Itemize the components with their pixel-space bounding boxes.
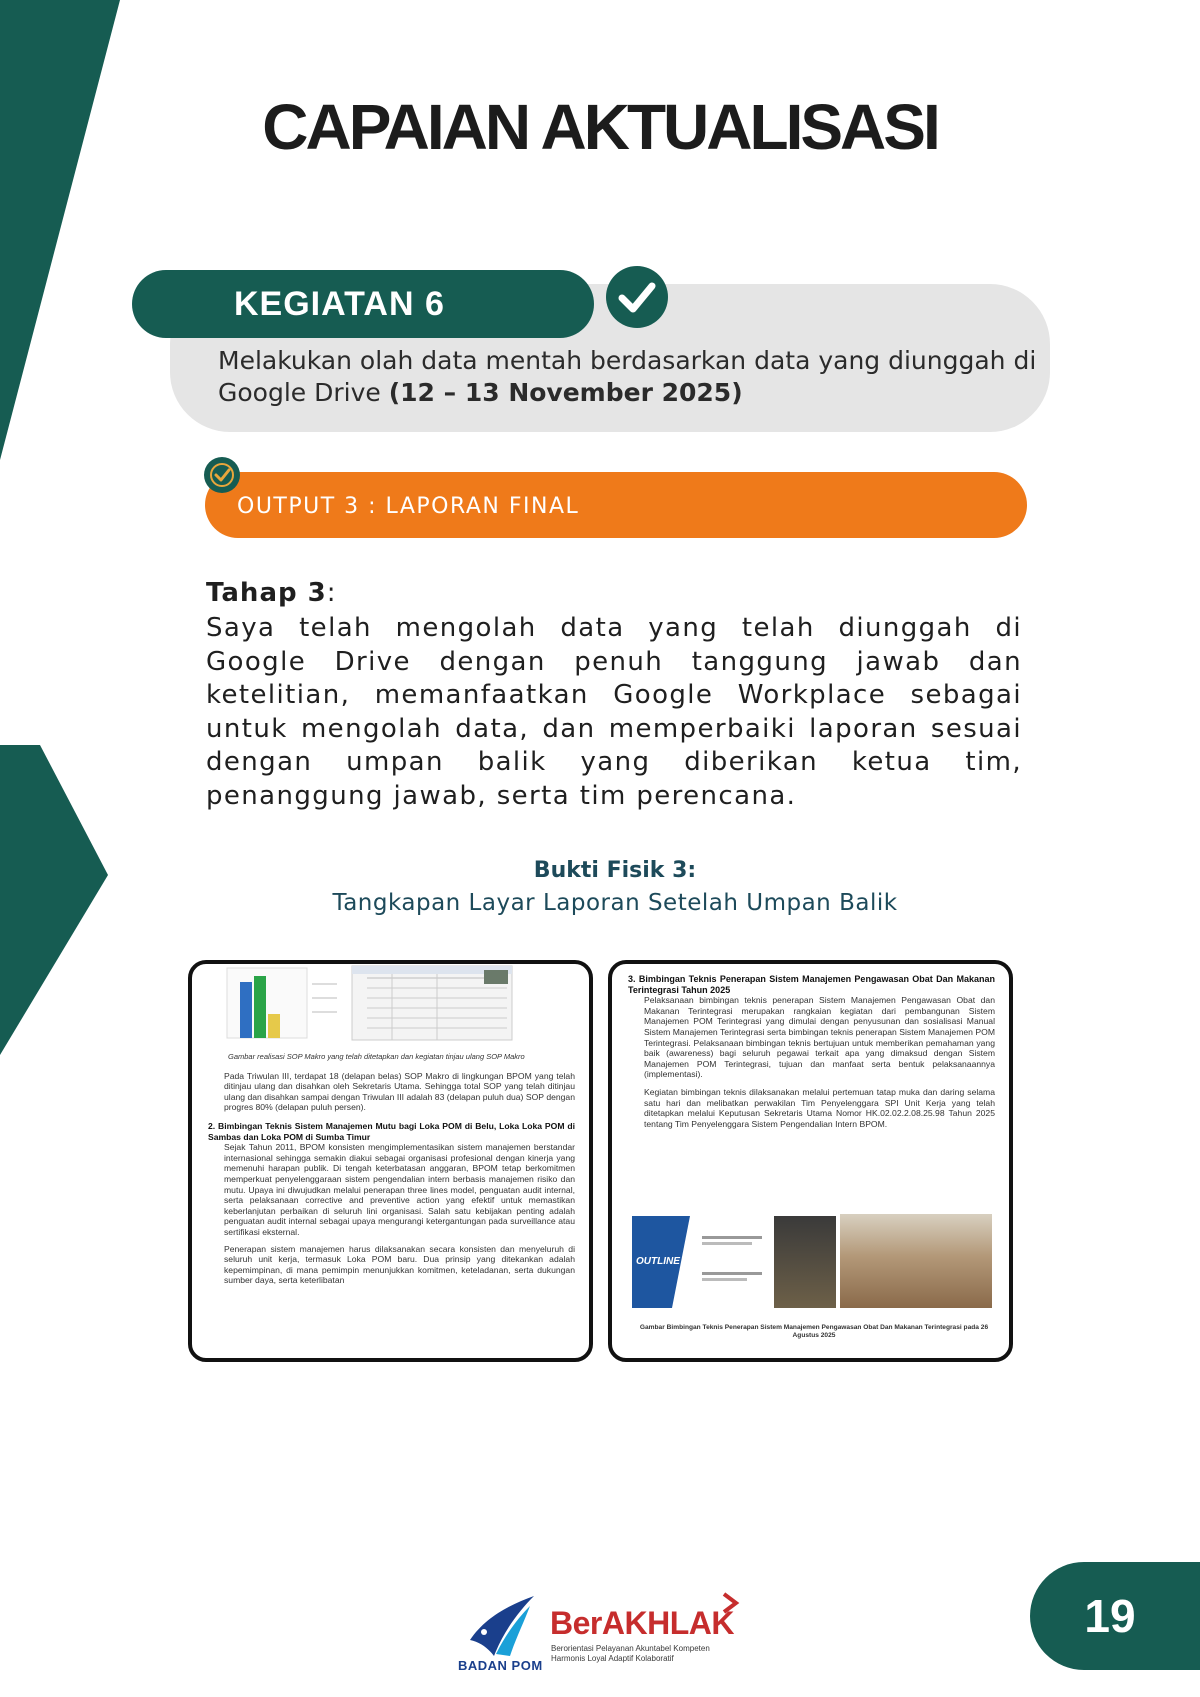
activity-description-text: Melakukan olah data mentah berdasarkan data yang diunggah di Google Drive — [218, 346, 1037, 407]
check-circle-icon — [202, 455, 242, 495]
brand-tagline: Berorientasi Pelayanan Akuntabel Kompeten Harmonis Loyal Adaptif Kolaboratif — [551, 1644, 710, 1663]
page-number: 19 — [1084, 1590, 1136, 1642]
right-paragraph-1: Pelaksanaan bimbingan teknis penerapan Sistem Manajemen Pengawasan Obat dan Makanan Terintegrasi merupakan rangkaian kegiatan dari pembangunan Sistem Manajemen POM Terintegrasi yang dimulai dengan penyusunan dan sosialisasi Manual Sistem Manajemen Terintegrasi serta bimbingan teknis penerapan Sistem Manajemen POM Terintegrasi. Pelaksanaan bimbingan teknis bertujuan untuk memberikan pemahaman yang baik (awareness) bagi seluruh pegawai terkait apa yang dimaksud dengan Sistem Manajemen POM Terintegrasi, tujuan dan manfaat serta bentuk pelaksanaannya (implementasi). — [644, 995, 995, 1080]
proof-caption: Tangkapan Layar Laporan Setelah Umpan Balik — [332, 890, 898, 916]
brand-chevron-icon — [720, 1592, 740, 1614]
step-title-text: Tahap 3 — [206, 578, 327, 608]
activity-date: (12 – 13 November 2025) — [388, 378, 743, 407]
left-figure-caption: Gambar realisasi SOP Makro yang telah ditetapkan dan kegiatan tinjau ulang SOP Makro — [228, 1052, 525, 1061]
video-call-photo — [774, 1216, 836, 1308]
brand-logo: BerAKHLAK — [550, 1605, 734, 1641]
left-paragraph-2: Sejak Tahun 2011, BPOM konsisten mengimplementasikan sistem manajemen berstandar internasional sehingga semakin diakui sebagai organisasi profesional dengan kinerja yang memenuhi harapan publik. Di tengah keterbatasan anggaran, BPOM tetap berkomitmen memperkuat penyelenggaraan sistem pengendalian intern berbasis manajemen risiko dan mutu. Upaya ini diwujudkan melalui penerapan three lines model, penguatan audit internal, serta pelaksanaan corrective and preventive action yang efektif untuk memastikan keberlanjutan perbaikan di seluruh lini organisasi. Salah satu kebijakan penting adalah penguatan audit internal sebagai upaya mengurangi ketergantungan pada surveillance atau sertifikasi eksternal. — [224, 1142, 575, 1237]
meeting-photos — [632, 1214, 992, 1310]
slide-title: OUTLINE — [636, 1256, 680, 1267]
report-screenshot-left — [188, 960, 593, 1362]
page-title: CAPAIAN AKTUALISASI — [262, 91, 938, 163]
bar-chart-thumbnail — [192, 964, 589, 1050]
classroom-photo — [840, 1214, 992, 1308]
step-body: Saya telah mengolah data yang telah diunggah di Google Drive dengan penuh tanggung jawab dan ketelitian, memanfaatkan Google Workplace sebagai untuk mengolah data, dan memperbaiki laporan sesuai dengan umpan balik yang diberikan ketua tim, penanggung jawab, serta tim perencana. — [206, 613, 1022, 811]
right-heading: 3. Bimbingan Teknis Penerapan Sistem Manajemen Pengawasan Obat Dan Makanan Terintegrasi Tahun 2025 — [628, 974, 995, 995]
output-label: OUTPUT 3 : LAPORAN FINAL — [237, 494, 580, 519]
proof-heading: Bukti Fisik 3: — [533, 858, 697, 883]
right-paragraph-2: Kegiatan bimbingan teknis dilaksanakan melalui pertemuan tatap muka dan daring selama satu hari dan melibatkan perwakilan Tim Penyelenggara SPI Unit Kerja yang telah ditetapkan melalui Keputusan Sekretaris Utama Nomor HK.02.02.2.08.25.98 Tahun 2025 tentang Tim Penyelenggara Sistem Pengendalian Intern BPOM. — [644, 1086, 995, 1129]
report-screenshot-right — [608, 960, 1013, 1362]
left-paragraph-1: Pada Triwulan III, terdapat 18 (delapan belas) SOP Makro di lingkungan BPOM yang telah ditinjau ulang dan disahkan oleh Sekretaris Utama. Sehingga total SOP yang telah ditinjau ulang dan disahkan sampai dengan Triwulan III adalah 83 (delapan puluh dua) SOP dengan progres 80% (delapan puluh persen). — [224, 1070, 575, 1113]
check-circle-icon — [604, 264, 670, 330]
left-paragraph-3: Penerapan sistem manajemen harus dilaksanakan secara konsisten dan menyeluruh di seluruh unit kerja, termasuk Loka POM baru. Dua prinsip yang ditekankan adalah kepemimpinan, di mana pemimpin menunjukkan komitmen, keteladanan, serta dukungan sumber daya, serta keterlibatan — [224, 1243, 575, 1286]
activity-description — [218, 345, 1038, 409]
left-heading-2: 2. Bimbingan Teknis Sistem Manajemen Mutu bagi Loka POM di Belu, Loka Loka POM di Sambas dan Loka POM di Sumba Timur — [208, 1120, 575, 1142]
right-figure-caption: Gambar Bimbingan Teknis Penerapan Sistem Manajemen Pengawasan Obat Dan Makanan Terintegrasi pada 26 Agustus 2025 — [639, 1324, 989, 1339]
decorative-corner-stripe — [0, 0, 120, 460]
org-name: BADAN POM — [458, 1658, 543, 1673]
badan-pom-logo — [460, 1590, 544, 1660]
activity-label: KEGIATAN 6 — [234, 285, 445, 323]
step-title-colon: : — [326, 578, 337, 608]
step-title — [206, 578, 337, 608]
